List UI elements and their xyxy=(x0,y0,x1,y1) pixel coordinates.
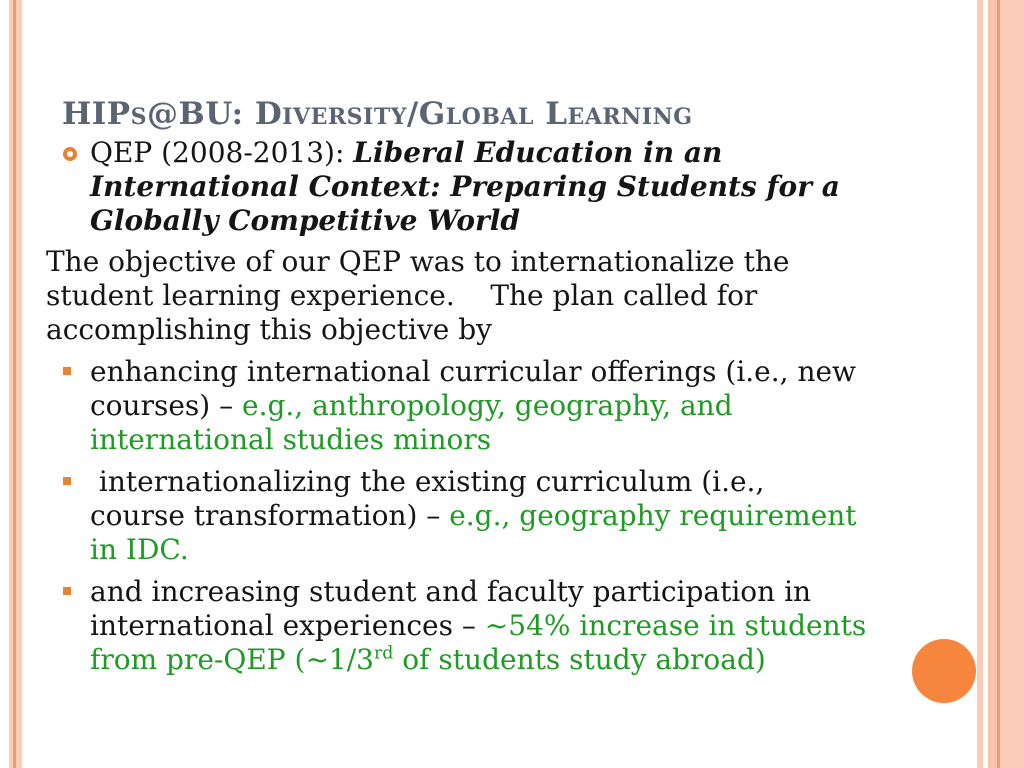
text-run: Globally Competitive World xyxy=(90,204,520,237)
text-run: and increasing student and faculty participation in xyxy=(90,575,812,608)
text-run: The objective of our QEP was to internationalize the xyxy=(46,245,790,278)
text-line xyxy=(90,355,906,389)
text-line xyxy=(90,170,906,204)
text-line xyxy=(90,575,906,609)
text-run: accomplishing this objective by xyxy=(46,313,492,346)
text-run: rd xyxy=(373,643,394,664)
text-run: international studies minors xyxy=(90,423,492,456)
slide-title: HIPs@BU: Diversity/Global Learning xyxy=(62,95,693,132)
text-run: e.g., geography requirement xyxy=(449,499,857,532)
text-line xyxy=(90,499,906,533)
square-bullet-icon xyxy=(63,477,71,485)
bullet-text xyxy=(90,575,906,677)
bullet-item-curricular-offerings xyxy=(46,355,906,457)
text-run: in IDC. xyxy=(90,533,189,566)
text-run: of students study abroad) xyxy=(393,643,766,676)
text-run: course transformation) – xyxy=(90,499,450,532)
square-bullet-icon xyxy=(63,367,71,375)
right-border-stripe-thin xyxy=(977,0,983,768)
paragraph-objective xyxy=(46,245,906,347)
circle-bullet-icon xyxy=(63,147,77,161)
text-run: internationalizing the existing curriculum (i.e., xyxy=(90,465,765,498)
left-border-stripe-line xyxy=(13,0,16,768)
square-bullet-icon xyxy=(63,587,71,595)
bullet-item-existing-curriculum xyxy=(46,465,906,567)
text-line xyxy=(46,313,906,347)
text-line xyxy=(90,609,906,643)
text-run: enhancing international curricular offerings (i.e., new xyxy=(90,355,857,388)
text-run: student learning experience. The plan called for xyxy=(46,279,758,312)
text-run: courses) – xyxy=(90,389,242,422)
text-line xyxy=(90,533,906,567)
right-border-band xyxy=(988,0,1024,768)
text-run: international experiences – xyxy=(90,609,485,642)
text-line xyxy=(90,136,906,170)
text-line xyxy=(46,245,906,279)
bullet-item-qep xyxy=(46,136,906,238)
right-border-band-shade xyxy=(988,0,997,768)
right-border-band-line xyxy=(997,0,1000,768)
text-run: e.g., anthropology, geography, and xyxy=(242,389,733,422)
text-run: ~54% increase in students xyxy=(484,609,867,642)
text-line xyxy=(46,279,906,313)
paragraph-text xyxy=(46,245,906,347)
bullet-text xyxy=(90,136,906,238)
text-run: from pre-QEP (~1/3 xyxy=(90,643,374,676)
text-line xyxy=(90,643,906,677)
accent-circle-decoration xyxy=(912,639,976,703)
text-line xyxy=(90,389,906,423)
bullet-item-participation xyxy=(46,575,906,677)
text-run: International Context: Preparing Students for a xyxy=(90,170,840,203)
text-line xyxy=(90,423,906,457)
text-run: QEP (2008-2013): xyxy=(90,136,354,169)
bullet-text xyxy=(90,355,906,457)
text-run: Liberal Education in an xyxy=(353,136,723,169)
bullet-text xyxy=(90,465,906,567)
left-border-stripe xyxy=(9,0,22,768)
text-line xyxy=(90,465,906,499)
text-line xyxy=(90,204,906,238)
